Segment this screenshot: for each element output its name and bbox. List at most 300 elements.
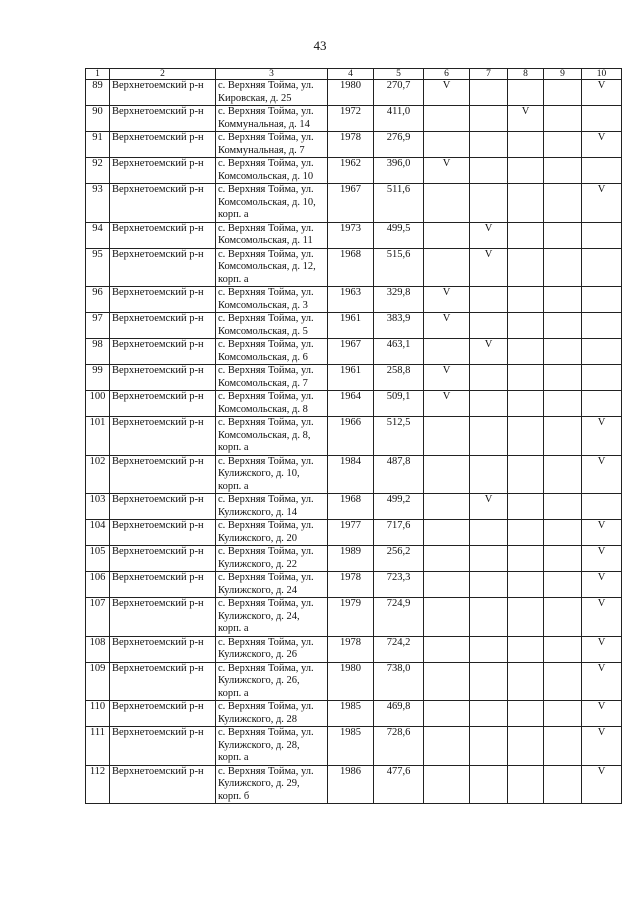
mark-cell-6: V: [424, 365, 470, 391]
address-line: с. Верхняя Тойма, ул.: [218, 222, 314, 234]
address-line: с. Верхняя Тойма, ул.: [218, 662, 314, 674]
mark-cell-6: [424, 106, 470, 132]
year-built-cell: 1978: [328, 636, 374, 662]
district-cell: Верхнетоемский р-н: [110, 765, 216, 804]
address-line: с. Верхняя Тойма, ул.: [218, 494, 314, 505]
address-cell: [216, 765, 328, 804]
address-line: с. Верхняя Тойма, ул.: [218, 546, 314, 557]
table-row: [86, 287, 622, 313]
mark-cell-8: [508, 546, 544, 572]
table-row: [86, 391, 622, 417]
mark-cell-8: [508, 313, 544, 339]
mark-cell-8: [508, 158, 544, 184]
district-cell: Верхнетоемский р-н: [110, 598, 216, 637]
table-row: [86, 455, 622, 494]
mark-cell-10: V: [582, 80, 622, 106]
district-cell: Верхнетоемский р-н: [110, 80, 216, 106]
table-row: [86, 662, 622, 701]
district-cell: Верхнетоемский р-н: [110, 546, 216, 572]
mark-cell-8: [508, 365, 544, 391]
district-cell: Верхнетоемский р-н: [110, 727, 216, 766]
mark-cell-6: [424, 765, 470, 804]
mark-cell-8: [508, 248, 544, 287]
mark-cell-7: V: [470, 248, 508, 287]
mark-cell-9: [544, 313, 582, 339]
row-number-cell: 101: [86, 417, 110, 456]
mark-cell-6: [424, 222, 470, 248]
mark-cell-7: [470, 158, 508, 184]
mark-cell-7: [470, 598, 508, 637]
address-line: Кулижского, д. 24: [218, 584, 298, 596]
address-line: с. Верхняя Тойма, ул.: [218, 520, 314, 531]
mark-cell-6: [424, 184, 470, 223]
mark-cell-6: [424, 339, 470, 365]
mark-cell-10: [582, 106, 622, 132]
table-row: [86, 80, 622, 106]
year-built-cell: 1961: [328, 365, 374, 391]
address-cell: [216, 636, 328, 662]
mark-cell-6: [424, 727, 470, 766]
row-number-cell: 96: [86, 287, 110, 313]
address-cell: [216, 494, 328, 520]
address-cell: [216, 158, 328, 184]
page-number: 43: [313, 38, 327, 53]
mark-cell-7: V: [470, 222, 508, 248]
year-built-cell: 1985: [328, 701, 374, 727]
mark-cell-9: [544, 636, 582, 662]
address-line: Комсомольская, д. 5: [218, 325, 308, 337]
address-line: с. Верхняя Тойма, ул.: [218, 455, 314, 467]
mark-cell-10: [582, 391, 622, 417]
mark-cell-9: [544, 248, 582, 287]
area-cell: 411,0: [374, 106, 424, 132]
address-line: корп. а: [218, 687, 249, 699]
address-line: корп. б: [218, 790, 250, 802]
mark-cell-7: [470, 132, 508, 158]
row-number-cell: 105: [86, 546, 110, 572]
row-number-cell: 108: [86, 636, 110, 662]
mark-cell-6: [424, 572, 470, 598]
row-number-cell: 97: [86, 313, 110, 339]
address-line: корп. а: [218, 209, 249, 220]
column-number-row: [86, 69, 622, 80]
area-cell: 515,6: [374, 248, 424, 287]
row-number-cell: 107: [86, 598, 110, 637]
address-line: с. Верхняя Тойма, ул.: [218, 391, 314, 402]
address-line: Комсомольская, д. 10,: [218, 196, 316, 208]
mark-cell-9: [544, 222, 582, 248]
table-row: [86, 727, 622, 766]
address-line: с. Верхняя Тойма, ул.: [218, 417, 314, 428]
mark-cell-9: [544, 572, 582, 598]
address-cell: [216, 520, 328, 546]
address-cell: [216, 662, 328, 701]
area-cell: 463,1: [374, 339, 424, 365]
area-cell: 256,2: [374, 546, 424, 572]
year-built-cell: 1978: [328, 132, 374, 158]
address-line: с. Верхняя Тойма, ул.: [218, 184, 314, 195]
mark-cell-7: [470, 365, 508, 391]
district-cell: Верхнетоемский р-н: [110, 572, 216, 598]
column-header: 10: [582, 69, 622, 80]
address-cell: [216, 184, 328, 223]
mark-cell-6: [424, 701, 470, 727]
address-line: с. Верхняя Тойма, ул.: [218, 636, 314, 648]
mark-cell-7: [470, 287, 508, 313]
area-cell: 499,5: [374, 222, 424, 248]
district-cell: Верхнетоемский р-н: [110, 132, 216, 158]
mark-cell-7: [470, 391, 508, 417]
year-built-cell: 1980: [328, 662, 374, 701]
mark-cell-8: [508, 391, 544, 417]
address-line: Коммунальная, д. 14: [218, 118, 310, 130]
address-line: Коммунальная, д. 7: [218, 144, 305, 156]
mark-cell-6: V: [424, 313, 470, 339]
row-number-cell: 98: [86, 339, 110, 365]
column-header: 2: [110, 69, 216, 80]
district-cell: Верхнетоемский р-н: [110, 365, 216, 391]
mark-cell-10: V: [582, 184, 622, 223]
mark-cell-7: [470, 455, 508, 494]
column-header: 5: [374, 69, 424, 80]
row-number-cell: 106: [86, 572, 110, 598]
mark-cell-9: [544, 417, 582, 456]
district-cell: Верхнетоемский р-н: [110, 391, 216, 417]
mark-cell-9: [544, 765, 582, 804]
address-cell: [216, 222, 328, 248]
row-number-cell: 104: [86, 520, 110, 546]
mark-cell-7: [470, 701, 508, 727]
district-cell: Верхнетоемский р-н: [110, 520, 216, 546]
year-built-cell: 1962: [328, 158, 374, 184]
address-line: Кулижского, д. 24,: [218, 610, 300, 622]
mark-cell-6: [424, 598, 470, 637]
table-row: [86, 494, 622, 520]
mark-cell-10: V: [582, 520, 622, 546]
mark-cell-8: [508, 339, 544, 365]
mark-cell-8: [508, 727, 544, 766]
mark-cell-9: [544, 546, 582, 572]
mark-cell-8: [508, 765, 544, 804]
mark-cell-7: [470, 662, 508, 701]
mark-cell-6: V: [424, 158, 470, 184]
year-built-cell: 1985: [328, 727, 374, 766]
year-built-cell: 1961: [328, 313, 374, 339]
mark-cell-8: [508, 80, 544, 106]
table-row: [86, 765, 622, 804]
table-row: [86, 222, 622, 248]
table-row: [86, 248, 622, 287]
address-line: Комсомольская, д. 11: [218, 235, 313, 246]
address-line: с. Верхняя Тойма, ул.: [218, 248, 314, 260]
district-cell: Верхнетоемский р-н: [110, 287, 216, 313]
year-built-cell: 1972: [328, 106, 374, 132]
address-cell: [216, 339, 328, 365]
mark-cell-6: [424, 662, 470, 701]
mark-cell-7: [470, 80, 508, 106]
address-line: с. Верхняя Тойма, ул.: [218, 365, 314, 376]
table-row: [86, 132, 622, 158]
row-number-cell: 110: [86, 701, 110, 727]
mark-cell-7: [470, 184, 508, 223]
district-cell: Верхнетоемский р-н: [110, 313, 216, 339]
mark-cell-8: [508, 520, 544, 546]
address-cell: [216, 546, 328, 572]
address-line: с. Верхняя Тойма, ул.: [218, 287, 314, 298]
mark-cell-9: [544, 287, 582, 313]
district-cell: Верхнетоемский р-н: [110, 222, 216, 248]
address-line: Кулижского, д. 29,: [218, 778, 300, 789]
year-built-cell: 1973: [328, 222, 374, 248]
address-line: Кулижского, д. 28: [218, 713, 298, 725]
mark-cell-10: [582, 365, 622, 391]
table-row: [86, 365, 622, 391]
row-number-cell: 111: [86, 727, 110, 766]
mark-cell-8: [508, 222, 544, 248]
table-row: [86, 417, 622, 456]
mark-cell-6: [424, 520, 470, 546]
mark-cell-9: [544, 158, 582, 184]
district-cell: Верхнетоемский р-н: [110, 106, 216, 132]
mark-cell-9: [544, 455, 582, 494]
table-row: [86, 158, 622, 184]
row-number-cell: 112: [86, 765, 110, 804]
mark-cell-6: V: [424, 80, 470, 106]
mark-cell-10: V: [582, 765, 622, 804]
area-cell: 270,7: [374, 80, 424, 106]
mark-cell-6: [424, 248, 470, 287]
mark-cell-6: [424, 132, 470, 158]
mark-cell-10: [582, 287, 622, 313]
mark-cell-9: [544, 598, 582, 637]
mark-cell-6: V: [424, 391, 470, 417]
mark-cell-10: V: [582, 455, 622, 494]
address-cell: [216, 455, 328, 494]
address-cell: [216, 106, 328, 132]
mark-cell-9: [544, 339, 582, 365]
mark-cell-9: [544, 365, 582, 391]
area-cell: 477,6: [374, 765, 424, 804]
housing-register-table: [85, 68, 622, 804]
mark-cell-10: [582, 494, 622, 520]
mark-cell-8: [508, 494, 544, 520]
mark-cell-8: V: [508, 106, 544, 132]
address-cell: [216, 313, 328, 339]
mark-cell-7: V: [470, 339, 508, 365]
area-cell: 723,3: [374, 572, 424, 598]
row-number-cell: 93: [86, 184, 110, 223]
area-cell: 509,1: [374, 391, 424, 417]
table-row: [86, 636, 622, 662]
table-row: [86, 313, 622, 339]
year-built-cell: 1967: [328, 339, 374, 365]
address-line: корп. а: [218, 480, 249, 492]
address-line: с. Верхняя Тойма, ул.: [218, 701, 314, 712]
address-line: с. Верхняя Тойма, ул.: [218, 598, 314, 609]
address-line: корп. а: [218, 273, 249, 285]
row-number-cell: 92: [86, 158, 110, 184]
area-cell: 724,9: [374, 598, 424, 637]
address-line: Комсомольская, д. 3: [218, 299, 308, 311]
address-line: с. Верхняя Тойма, ул.: [218, 80, 314, 91]
address-line: Кулижского, д. 26,: [218, 675, 300, 686]
area-cell: 728,6: [374, 727, 424, 766]
mark-cell-10: V: [582, 132, 622, 158]
area-cell: 511,6: [374, 184, 424, 223]
column-header: 1: [86, 69, 110, 80]
year-built-cell: 1966: [328, 417, 374, 456]
mark-cell-10: [582, 339, 622, 365]
mark-cell-6: [424, 636, 470, 662]
mark-cell-7: [470, 636, 508, 662]
mark-cell-7: [470, 572, 508, 598]
row-number-cell: 99: [86, 365, 110, 391]
mark-cell-9: [544, 106, 582, 132]
row-number-cell: 94: [86, 222, 110, 248]
area-cell: 276,9: [374, 132, 424, 158]
district-cell: Верхнетоемский р-н: [110, 184, 216, 223]
address-line: корп. а: [218, 752, 249, 763]
year-built-cell: 1968: [328, 494, 374, 520]
area-cell: 329,8: [374, 287, 424, 313]
mark-cell-8: [508, 572, 544, 598]
year-built-cell: 1977: [328, 520, 374, 546]
table-row: [86, 572, 622, 598]
mark-cell-10: [582, 158, 622, 184]
address-cell: [216, 80, 328, 106]
mark-cell-7: [470, 313, 508, 339]
district-cell: Верхнетоемский р-н: [110, 158, 216, 184]
mark-cell-6: [424, 417, 470, 456]
area-cell: 512,5: [374, 417, 424, 456]
address-cell: [216, 132, 328, 158]
address-line: Кулижского, д. 26: [218, 649, 298, 660]
address-line: с. Верхняя Тойма, ул.: [218, 158, 314, 169]
address-line: Кулижского, д. 10,: [218, 468, 300, 479]
year-built-cell: 1984: [328, 455, 374, 494]
address-line: с. Верхняя Тойма, ул.: [218, 765, 314, 777]
row-number-cell: 91: [86, 132, 110, 158]
mark-cell-6: V: [424, 287, 470, 313]
area-cell: 738,0: [374, 662, 424, 701]
address-cell: [216, 417, 328, 456]
address-line: корп. а: [218, 442, 249, 453]
district-cell: Верхнетоемский р-н: [110, 248, 216, 287]
mark-cell-8: [508, 455, 544, 494]
district-cell: Верхнетоемский р-н: [110, 455, 216, 494]
area-cell: 258,8: [374, 365, 424, 391]
mark-cell-10: V: [582, 727, 622, 766]
column-header: 6: [424, 69, 470, 80]
mark-cell-8: [508, 636, 544, 662]
year-built-cell: 1989: [328, 546, 374, 572]
address-cell: [216, 572, 328, 598]
mark-cell-10: [582, 248, 622, 287]
area-cell: 499,2: [374, 494, 424, 520]
row-number-cell: 102: [86, 455, 110, 494]
mark-cell-8: [508, 417, 544, 456]
mark-cell-9: [544, 662, 582, 701]
mark-cell-8: [508, 287, 544, 313]
area-cell: 717,6: [374, 520, 424, 546]
mark-cell-10: V: [582, 636, 622, 662]
mark-cell-7: [470, 520, 508, 546]
mark-cell-8: [508, 662, 544, 701]
table-row: [86, 546, 622, 572]
mark-cell-10: V: [582, 701, 622, 727]
address-line: Кулижского, д. 20: [218, 532, 298, 544]
address-line: Кулижского, д. 14: [218, 506, 298, 518]
address-line: Кулижского, д. 28,: [218, 739, 300, 751]
mark-cell-7: [470, 765, 508, 804]
table-row: [86, 598, 622, 637]
address-line: с. Верхняя Тойма, ул.: [218, 727, 314, 738]
table-body: [86, 80, 622, 804]
address-line: Комсомольская, д. 8,: [218, 429, 311, 441]
year-built-cell: 1964: [328, 391, 374, 417]
address-cell: [216, 701, 328, 727]
mark-cell-9: [544, 727, 582, 766]
address-line: Кулижского, д. 22: [218, 558, 298, 570]
address-line: корп. а: [218, 623, 249, 634]
mark-cell-10: [582, 222, 622, 248]
year-built-cell: 1968: [328, 248, 374, 287]
mark-cell-10: V: [582, 662, 622, 701]
column-header: 3: [216, 69, 328, 80]
row-number-cell: 100: [86, 391, 110, 417]
row-number-cell: 95: [86, 248, 110, 287]
row-number-cell: 89: [86, 80, 110, 106]
mark-cell-8: [508, 701, 544, 727]
area-cell: 724,2: [374, 636, 424, 662]
area-cell: 383,9: [374, 313, 424, 339]
mark-cell-10: V: [582, 598, 622, 637]
district-cell: Верхнетоемский р-н: [110, 662, 216, 701]
column-header: 9: [544, 69, 582, 80]
mark-cell-6: [424, 494, 470, 520]
district-cell: Верхнетоемский р-н: [110, 417, 216, 456]
mark-cell-9: [544, 494, 582, 520]
year-built-cell: 1986: [328, 765, 374, 804]
mark-cell-8: [508, 598, 544, 637]
row-number-cell: 103: [86, 494, 110, 520]
district-cell: Верхнетоемский р-н: [110, 636, 216, 662]
address-line: Комсомольская, д. 7: [218, 377, 308, 389]
mark-cell-7: V: [470, 494, 508, 520]
row-number-cell: 109: [86, 662, 110, 701]
mark-cell-10: V: [582, 546, 622, 572]
mark-cell-9: [544, 391, 582, 417]
row-number-cell: 90: [86, 106, 110, 132]
address-cell: [216, 598, 328, 637]
mark-cell-8: [508, 184, 544, 223]
mark-cell-7: [470, 727, 508, 766]
mark-cell-9: [544, 701, 582, 727]
column-header: 4: [328, 69, 374, 80]
mark-cell-6: [424, 546, 470, 572]
address-line: с. Верхняя Тойма, ул.: [218, 339, 314, 350]
table-row: [86, 701, 622, 727]
address-line: с. Верхняя Тойма, ул.: [218, 106, 314, 117]
address-line: Комсомольская, д. 12,: [218, 261, 316, 272]
mark-cell-6: [424, 455, 470, 494]
mark-cell-8: [508, 132, 544, 158]
district-cell: Верхнетоемский р-н: [110, 339, 216, 365]
address-cell: [216, 365, 328, 391]
district-cell: Верхнетоемский р-н: [110, 494, 216, 520]
table-row: [86, 520, 622, 546]
mark-cell-9: [544, 184, 582, 223]
